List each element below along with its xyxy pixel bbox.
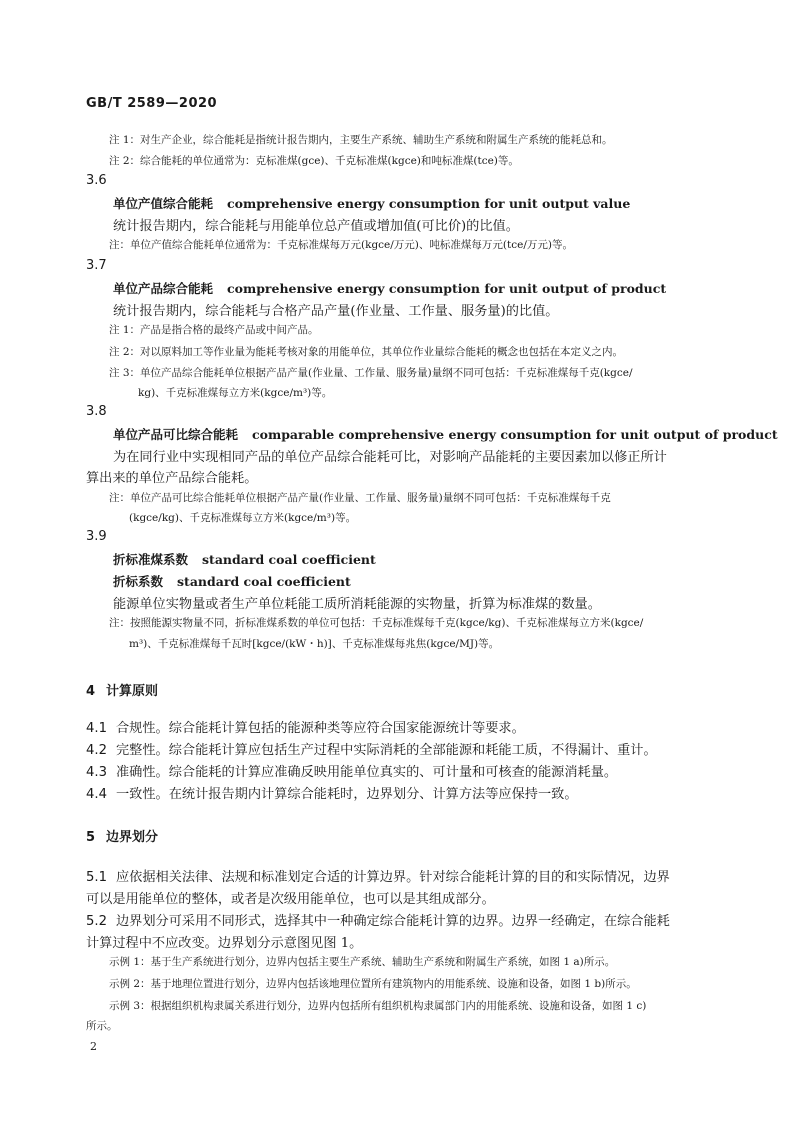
section-5-number: 5	[86, 830, 96, 845]
note-1-comprehensive: 注 1：对生产企业，综合能耗是指统计报告期内，主要生产系统、辅助生产系统和附属生产系统的能耗总和。	[109, 134, 613, 146]
note-2-3-7: 注 2：对以原料加工等作业量为能耗考核对象的用能单位，其单位作业量综合能耗的概念也包括在本定义之内。	[109, 346, 624, 358]
clause-4-4-number: 4.4	[86, 787, 107, 802]
note-3-6: 注：单位产值综合能耗单位通常为：千克标准煤每万元(kgce/万元)、吨标准煤每万元(tce/万元)等。	[109, 239, 573, 251]
clause-number-3-7: 3.7	[86, 258, 107, 273]
page-number: 2	[90, 1040, 97, 1053]
note-3-9-line1: 注：按照能源实物量不同，折标准煤系数的单位可包括：千克标准煤每千克(kgce/kg)、千克标准煤每立方米(kgce/	[109, 617, 644, 629]
clause-5-2-line2: 计算过程中不应改变。边界划分示意图见图 1。	[86, 936, 363, 951]
clause-5-2-number: 5.2	[86, 914, 107, 929]
clause-4-1-text: 合规性。综合能耗计算包括的能源种类等应符合国家能源统计等要求。	[116, 721, 525, 736]
definition-3-8-line1: 为在同行业中实现相同产品的单位产品综合能耗可比，对影响产品能耗的主要因素加以修正所计	[113, 450, 667, 465]
clause-5-1-line1	[86, 866, 670, 885]
section-5-heading	[86, 826, 158, 845]
definition-3-8-line2: 算出来的单位产品综合能耗。	[86, 471, 258, 486]
section-4-title: 计算原则	[106, 684, 159, 699]
note-1-3-7: 注 1：产品是指合格的最终产品或中间产品。	[109, 324, 319, 336]
clause-5-2-text: 边界划分可采用不同形式，选择其中一种确定综合能耗计算的边界。边界一经确定，在综合能耗	[116, 914, 670, 929]
standard-code-header: GB/T 2589—2020	[86, 96, 218, 111]
note-3-8-line2: (kgce/kg)、千克标准煤每立方米(kgce/m³)等。	[129, 512, 357, 524]
clause-4-2-text: 完整性。综合能耗计算应包括生产过程中实际消耗的全部能源和耗能工质，不得漏计、重计。	[116, 743, 657, 758]
term-3-6-zh: 单位产值综合能耗	[113, 196, 214, 211]
clause-4-2-number: 4.2	[86, 743, 107, 758]
term-3-9-synonym	[113, 572, 351, 590]
note-3-8-line1: 注：单位产品可比综合能耗单位根据产品产量(作业量、工作量、服务量)量纲不同可包括：千克标准煤每千克	[109, 492, 611, 504]
term-3-7-en: comprehensive energy consumption for unit output of product	[227, 281, 667, 296]
note-3-3-7-line2: kg)、千克标准煤每立方米(kgce/m³)等。	[138, 387, 333, 399]
term-3-9-primary	[113, 550, 376, 568]
clause-number-3-6: 3.6	[86, 173, 107, 188]
clause-4-1	[86, 717, 525, 736]
clause-5-1-text: 应依据相关法律、法规和标准划定合适的计算边界。针对综合能耗计算的目的和实际情况，边界	[116, 870, 670, 885]
clause-number-3-9: 3.9	[86, 529, 107, 544]
term-3-8-zh: 单位产品可比综合能耗	[113, 427, 239, 442]
definition-3-7: 统计报告期内，综合能耗与合格产品产量(作业量、工作量、服务量)的比值。	[113, 304, 559, 319]
term-3-9-primary-zh: 折标准煤系数	[113, 552, 189, 567]
clause-5-1-line2: 可以是用能单位的整体，或者是次级用能单位，也可以是其组成部分。	[86, 892, 495, 907]
clause-4-4-text: 一致性。在统计报告期内计算综合能耗时，边界划分、计算方法等应保持一致。	[116, 787, 578, 802]
clause-4-3-text: 准确性。综合能耗的计算应准确反映用能单位真实的、可计量和可核查的能源消耗量。	[116, 765, 618, 780]
clause-5-1-number: 5.1	[86, 870, 107, 885]
term-3-9-synonym-zh: 折标系数	[113, 574, 164, 589]
term-3-8-en: comparable comprehensive energy consumption for unit output of product	[252, 427, 778, 442]
section-4-heading	[86, 680, 158, 699]
clause-number-3-8: 3.8	[86, 404, 107, 419]
example-3-line1: 示例 3：根据组织机构隶属关系进行划分，边界内包括所有组织机构隶属部门内的用能系统、设施和设备，如图 1 c)	[109, 1000, 647, 1012]
term-3-9-primary-en: standard coal coefficient	[202, 552, 376, 567]
section-4-number: 4	[86, 684, 96, 699]
example-3-line2: 所示。	[86, 1020, 118, 1032]
clause-4-3-number: 4.3	[86, 765, 107, 780]
example-1: 示例 1：基于生产系统进行划分，边界内包括主要生产系统、辅助生产系统和附属生产系统，如图 1 a)所示。	[109, 956, 616, 968]
term-3-8	[113, 425, 778, 443]
clause-4-4	[86, 783, 578, 802]
clause-4-3	[86, 761, 617, 780]
clause-4-1-number: 4.1	[86, 721, 107, 736]
term-3-6	[113, 194, 630, 212]
note-2-comprehensive-unit: 注 2：综合能耗的单位通常为：克标准煤(gce)、千克标准煤(kgce)和吨标准煤(tce)等。	[109, 155, 519, 167]
example-2: 示例 2：基于地理位置进行划分，边界内包括该地理位置所有建筑物内的用能系统、设施和设备，如图 1 b)所示。	[109, 978, 637, 990]
term-3-7	[113, 279, 666, 297]
definition-3-6: 统计报告期内，综合能耗与用能单位总产值或增加值(可比价)的比值。	[113, 219, 519, 234]
term-3-6-en: comprehensive energy consumption for unit output value	[227, 196, 631, 211]
term-3-7-zh: 单位产品综合能耗	[113, 281, 214, 296]
term-3-9-synonym-en: standard coal coefficient	[177, 574, 351, 589]
section-5-title: 边界划分	[106, 830, 159, 845]
note-3-3-7-line1: 注 3：单位产品综合能耗单位根据产品产量(作业量、工作量、服务量)量纲不同可包括：千克标准煤每千克(kgce/	[109, 367, 633, 379]
clause-5-2-line1	[86, 910, 670, 929]
definition-3-9: 能源单位实物量或者生产单位耗能工质所消耗能源的实物量，折算为标准煤的数量。	[113, 597, 601, 612]
note-3-9-line2: m³)、千克标准煤每千瓦时[kgce/(kW・h)]、千克标准煤每兆焦(kgce/MJ)等。	[129, 638, 500, 650]
clause-4-2	[86, 739, 657, 758]
